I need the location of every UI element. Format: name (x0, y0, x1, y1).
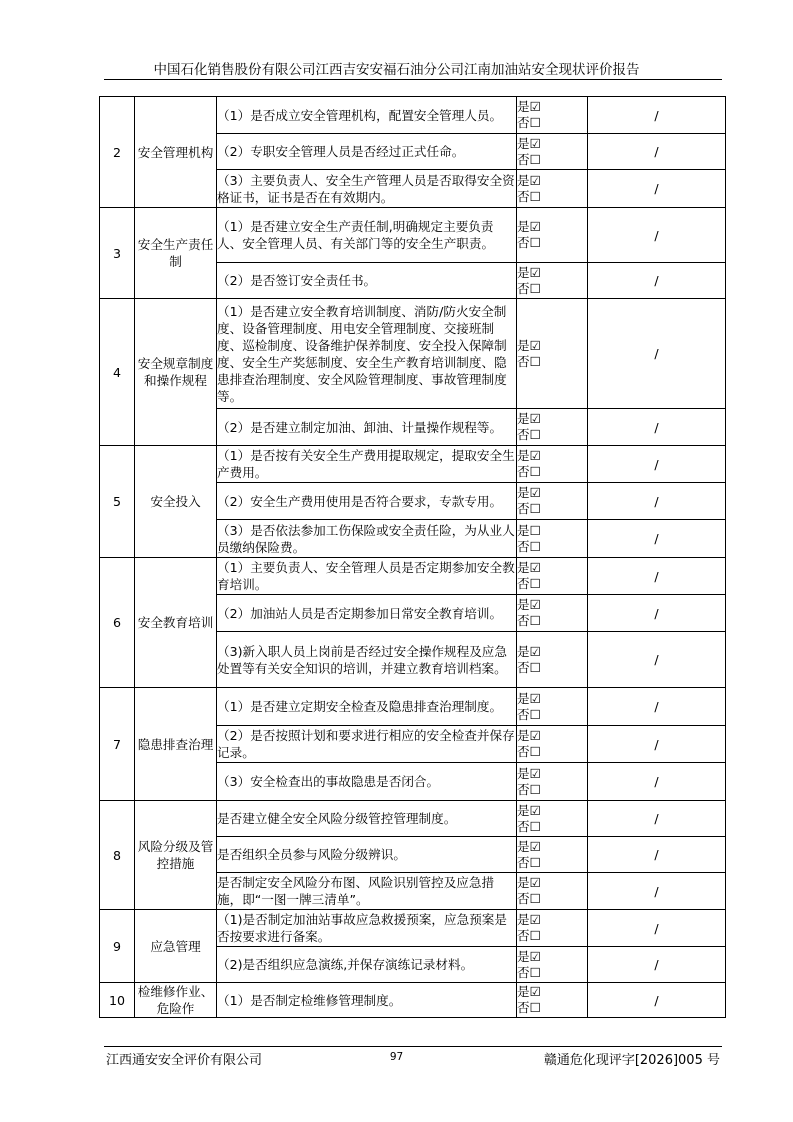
no-checkbox[interactable]: 否☐ (517, 235, 541, 250)
no-checkbox[interactable]: 否☐ (517, 818, 541, 834)
yes-checkbox[interactable]: 是☑ (517, 337, 541, 353)
check-result (517, 299, 588, 409)
yes-checkbox[interactable]: 是☑ (517, 643, 541, 659)
check-content: （1)是否制定加油站事故应急救援预案，应急预案是否按要求进行备案。 (217, 910, 517, 947)
check-result (517, 483, 588, 520)
no-checkbox[interactable]: 否☐ (517, 891, 541, 906)
yes-checkbox[interactable]: 是☑ (517, 264, 541, 280)
check-note: / (588, 726, 726, 763)
check-content: 是否建立健全安全风险分级管控管理制度。 (217, 801, 517, 837)
row-number: 2 (100, 97, 135, 208)
table-row (100, 208, 726, 263)
table-row (100, 910, 726, 947)
check-content: （3）主要负责人、安全生产管理人员是否取得安全资格证书，证书是否在有效期内。 (217, 170, 517, 208)
table-row (100, 801, 726, 837)
footer-divider (104, 1046, 722, 1047)
check-note: / (588, 910, 726, 947)
check-result (517, 837, 588, 873)
row-number: 3 (100, 208, 135, 299)
page-header-title: 中国石化销售股份有限公司江西吉安安福石油分公司江南加油站安全现状评价报告 (153, 62, 640, 78)
yes-checkbox[interactable]: 是☑ (517, 838, 541, 854)
check-result (517, 910, 588, 947)
yes-checkbox[interactable]: 是☑ (517, 172, 541, 188)
check-content: （2）是否建立制定加油、卸油、计量操作规程等。 (217, 409, 517, 446)
row-number: 7 (100, 688, 135, 801)
yes-checkbox[interactable]: 是☑ (517, 485, 541, 500)
yes-checkbox[interactable]: 是☑ (517, 597, 541, 612)
check-note: / (588, 558, 726, 595)
yes-checkbox[interactable]: 是☐ (517, 522, 541, 538)
check-note: / (588, 947, 726, 983)
check-result (517, 688, 588, 726)
check-content: （2）专职安全管理人员是否经过正式任命。 (217, 134, 517, 170)
yes-checkbox[interactable]: 是☑ (517, 948, 541, 964)
no-checkbox[interactable]: 否☐ (517, 744, 541, 759)
footer-company: 江西通安安全评价有限公司 (106, 1053, 263, 1068)
check-note: / (588, 801, 726, 837)
no-checkbox[interactable]: 否☐ (517, 188, 541, 204)
check-result (517, 873, 588, 910)
check-item: 检维修作业、危险作 (135, 983, 217, 1018)
check-content: （3）安全检查出的事故隐患是否闭合。 (217, 763, 517, 801)
check-result (517, 558, 588, 595)
no-checkbox[interactable]: 否☐ (517, 854, 541, 870)
row-number: 9 (100, 910, 135, 983)
row-number: 5 (100, 446, 135, 558)
check-content: （1）主要负责人、安全管理人员是否定期参加安全教育培训。 (217, 558, 517, 595)
check-item: 风险分级及管控措施 (135, 801, 217, 910)
yes-checkbox[interactable]: 是☑ (517, 765, 541, 781)
no-checkbox[interactable]: 否☐ (517, 964, 541, 980)
check-content: 是否组织全员参与风险分级辨识。 (217, 837, 517, 873)
no-checkbox[interactable]: 否☐ (517, 427, 541, 442)
no-checkbox[interactable]: 否☐ (517, 538, 541, 554)
check-note: / (588, 134, 726, 170)
check-result (517, 801, 588, 837)
check-result (517, 170, 588, 208)
check-result (517, 763, 588, 801)
report-number: 赣通危化现评字[2026]005 号 (543, 1053, 720, 1068)
yes-checkbox[interactable]: 是☑ (517, 99, 541, 114)
check-note: / (588, 299, 726, 409)
check-note: / (588, 632, 726, 688)
table-row (100, 983, 726, 1018)
page-number: 97 (389, 1051, 404, 1063)
check-item: 安全管理机构 (135, 97, 217, 208)
check-result (517, 632, 588, 688)
no-checkbox[interactable]: 否☐ (517, 928, 541, 943)
yes-checkbox[interactable]: 是☑ (517, 875, 541, 890)
row-number: 4 (100, 299, 135, 446)
check-result (517, 134, 588, 170)
header-divider (104, 79, 722, 80)
check-content: （1）是否建立安全生产责任制,明确规定主要负责人、安全管理人员、有关部门等的安全生产职责。 (217, 208, 517, 263)
check-result (517, 97, 588, 134)
check-note: / (588, 263, 726, 299)
check-item: 安全投入 (135, 446, 217, 558)
table-row (100, 558, 726, 595)
table-row (100, 446, 726, 483)
check-content: （2)是否组织应急演练,并保存演练记录材料。 (217, 947, 517, 983)
check-content: 是否制定安全风险分布图、风险识别管控及应急措施，即“一图一牌三清单”。 (217, 873, 517, 910)
no-checkbox[interactable]: 否☐ (517, 501, 541, 516)
row-number: 8 (100, 801, 135, 910)
check-note: / (588, 595, 726, 632)
yes-checkbox[interactable]: 是☑ (517, 560, 541, 575)
check-note: / (588, 170, 726, 208)
table-row (100, 299, 726, 409)
check-result (517, 520, 588, 558)
yes-checkbox[interactable]: 是☑ (517, 690, 541, 706)
check-result (517, 208, 588, 263)
check-note: / (588, 688, 726, 726)
check-content: （3）是否依法参加工伤保险或安全责任险，为从业人员缴纳保险费。 (217, 520, 517, 558)
check-content: （2）安全生产费用使用是否符合要求，专款专用。 (217, 483, 517, 520)
check-result (517, 263, 588, 299)
yes-checkbox[interactable]: 是☑ (517, 219, 541, 234)
row-number: 6 (100, 558, 135, 688)
no-checkbox[interactable]: 否☐ (517, 115, 541, 130)
check-note: / (588, 520, 726, 558)
check-content: （3)新入职人员上岗前是否经过安全操作规程及应急处置等有关安全知识的培训，并建立教育培训档案。 (217, 632, 517, 688)
check-note: / (588, 409, 726, 446)
check-note: / (588, 208, 726, 263)
yes-checkbox[interactable]: 是☑ (517, 912, 541, 927)
no-checkbox[interactable]: 否☐ (517, 151, 541, 167)
no-checkbox[interactable]: 否☐ (517, 613, 541, 628)
evaluation-checklist-table (99, 96, 726, 1018)
yes-checkbox[interactable]: 是☑ (517, 802, 541, 818)
no-checkbox[interactable]: 否☐ (517, 659, 541, 675)
check-note: / (588, 983, 726, 1018)
check-content: （1）是否建立安全教育培训制度、消防/防火安全制度、设备管理制度、用电安全管理制度、交接班制度、巡检制度、设备维护保养制度、安全投入保障制度、安全生产奖惩制度、安全生产教育培训制度、隐患排查治理制度、安全风险管理制度、事故管理制度等。 (217, 299, 517, 409)
check-note: / (588, 483, 726, 520)
check-item: 应急管理 (135, 910, 217, 983)
check-note: / (588, 446, 726, 483)
check-note: / (588, 873, 726, 910)
yes-checkbox[interactable]: 是☑ (517, 411, 541, 426)
check-content: （1）是否成立安全管理机构，配置安全管理人员。 (217, 97, 517, 134)
check-content: （2）是否签订安全责任书。 (217, 263, 517, 299)
check-note: / (588, 837, 726, 873)
check-content: （2）加油站人员是否定期参加日常安全教育培训。 (217, 595, 517, 632)
yes-checkbox[interactable]: 是☑ (517, 448, 541, 463)
check-content: （1）是否建立定期安全检查及隐患排查治理制度。 (217, 688, 517, 726)
yes-checkbox[interactable]: 是☑ (517, 984, 541, 999)
no-checkbox[interactable]: 否☐ (517, 781, 541, 797)
no-checkbox[interactable]: 否☐ (517, 280, 541, 296)
check-content: （1）是否按有关安全生产费用提取规定，提取安全生产费用。 (217, 446, 517, 483)
check-content: （1）是否制定检维修管理制度。 (217, 983, 517, 1018)
check-item: 安全教育培训 (135, 558, 217, 688)
check-content: （2）是否按照计划和要求进行相应的安全检查并保存记录。 (217, 726, 517, 763)
row-number: 10 (100, 983, 135, 1018)
check-result (517, 726, 588, 763)
check-result (517, 947, 588, 983)
check-note: / (588, 97, 726, 134)
no-checkbox[interactable]: 否☐ (517, 576, 541, 591)
check-result (517, 983, 588, 1018)
table-row (100, 688, 726, 726)
check-item: 隐患排查治理 (135, 688, 217, 801)
table-row (100, 97, 726, 134)
no-checkbox[interactable]: 否☐ (517, 1000, 541, 1015)
no-checkbox[interactable]: 否☐ (517, 464, 541, 479)
no-checkbox[interactable]: 否☐ (517, 706, 541, 722)
check-note: / (588, 763, 726, 801)
yes-checkbox[interactable]: 是☑ (517, 135, 541, 151)
check-result (517, 595, 588, 632)
no-checkbox[interactable]: 否☐ (517, 353, 541, 369)
check-result (517, 409, 588, 446)
check-item: 安全规章制度和操作规程 (135, 299, 217, 446)
check-item: 安全生产责任制 (135, 208, 217, 299)
check-result (517, 446, 588, 483)
yes-checkbox[interactable]: 是☑ (517, 728, 541, 743)
